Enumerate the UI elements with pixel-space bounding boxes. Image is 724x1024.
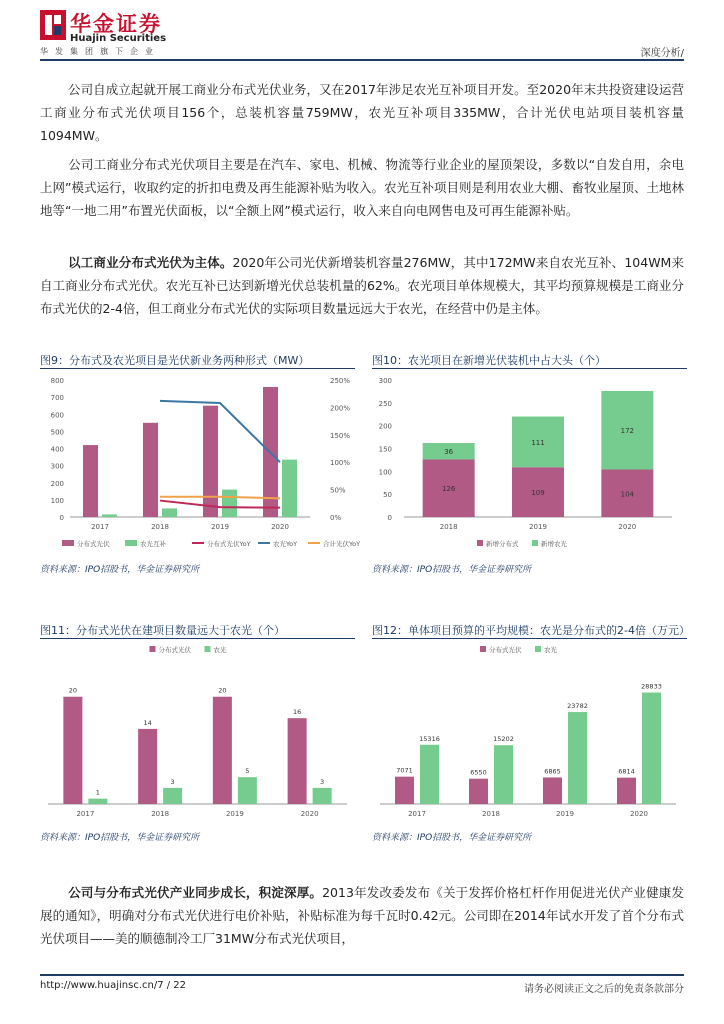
data-label: 5 — [245, 767, 250, 776]
y-tick-label: 600 — [50, 411, 64, 420]
x-tick-label: 2018 — [151, 523, 169, 531]
figure-9-chart — [40, 370, 361, 555]
x-tick-label: 2018 — [439, 523, 458, 531]
data-label: 7071 — [396, 766, 413, 775]
data-label: 126 — [441, 485, 456, 494]
figure-12-source: 资料来源：IPO招股书，华金证券研究所 — [372, 833, 532, 843]
figure-9-source: 资料来源：IPO招股书，华金证券研究所 — [40, 565, 200, 575]
x-tick-label: 2018 — [482, 810, 500, 818]
legend-swatch — [150, 646, 156, 652]
figure-12-chart — [372, 640, 684, 825]
y-tick-label: 200 — [50, 479, 64, 488]
data-label: 36 — [444, 448, 454, 457]
legend-label: 分布式光伏 — [158, 646, 191, 654]
y-tick-label: 100 — [378, 468, 392, 477]
x-tick-label: 2017 — [91, 523, 109, 531]
bar-agri — [88, 799, 107, 804]
huajin-logo-icon — [40, 10, 66, 40]
x-tick-label: 2019 — [529, 523, 547, 531]
bar-agri — [222, 490, 237, 517]
legend-label: 农光 — [544, 646, 557, 654]
data-label: 16 — [292, 708, 302, 717]
figure-10-source: 资料来源：IPO招股书，华金证券研究所 — [372, 565, 532, 575]
x-tick-label: 2020 — [630, 810, 648, 818]
section-label: 深度分析/ — [640, 48, 684, 59]
figure-11-caption: 图11：分布式光伏在建项目数量远大于农光（个） — [40, 622, 355, 639]
figure-11-source: 资料来源：IPO招股书，华金证券研究所 — [40, 833, 200, 843]
paragraph-4: 公司与分布式光伏产业同步成长，积淀深厚。2013年发改委发布《关于发挥价格杠杆作用促进光伏产业健康发展的通知》，明确对分布式光伏进行电价补贴，补贴标准为每千瓦时0.42元。公司即在2014年试水开发了首个分布式光伏项目——美的顺德制冷工厂31MW分布式光伏项目， — [40, 885, 684, 946]
data-label: 6865 — [544, 767, 561, 776]
y2-tick-label: 0% — [330, 514, 342, 522]
data-label: 3 — [170, 777, 175, 786]
legend-swatch — [477, 540, 483, 546]
bar-agri — [162, 508, 177, 517]
legend-label: 分布式光伏 — [489, 646, 522, 654]
legend-swatch — [532, 540, 538, 546]
bar-agri — [102, 514, 117, 517]
legend-swatch — [480, 646, 486, 652]
x-tick-label: 2019 — [225, 810, 244, 818]
bar-distributed — [83, 445, 98, 517]
figure-12-caption: 图12：单体项目预算的平均规模：农光是分布式的2-4倍（万元） — [372, 624, 690, 637]
x-tick-label: 2019 — [556, 810, 574, 818]
y2-tick-label: 150% — [330, 431, 351, 440]
bar-distributed — [203, 406, 218, 517]
y-tick-label: 50 — [383, 491, 392, 500]
figure-9-caption: 图9：分布式及农光项目是光伏新业务两种形式（MW） — [40, 352, 355, 369]
brand-subtitle: 华发集团旗下企业 — [40, 47, 160, 56]
x-tick-label: 2020 — [618, 523, 637, 531]
data-label: 23782 — [567, 702, 588, 711]
data-label: 104 — [620, 490, 635, 499]
bar-agri — [313, 788, 332, 804]
y-tick-label: 300 — [378, 377, 392, 385]
bar-agri — [642, 693, 661, 804]
bar-distributed — [617, 778, 636, 804]
data-label: 28833 — [641, 682, 662, 691]
footer-disclaimer: 请务必阅读正文之后的免责条款部分 — [524, 984, 684, 995]
legend-swatch — [535, 646, 541, 652]
bar-agri — [282, 460, 297, 517]
bar-distributed — [543, 777, 562, 804]
brand-name-cn: 华金证券 — [70, 12, 162, 36]
x-tick-label: 2020 — [271, 523, 289, 531]
data-label: 20 — [68, 686, 78, 695]
paragraph-3: 以工商业分布式光伏为主体。2020年公司光伏新增装机容量276MW，其中172MW来自农光互补、104WM来自工商业分布式光伏。农光互补已达到新增光伏总装机量的62%。农光项目单体规模大，其平均预算规模是工商业分布式光伏的2-4倍，但工商业分布式光伏的实际项目数量远远大于农光，在经营中仍是主体。 — [40, 255, 684, 316]
header-divider — [40, 59, 684, 61]
data-label: 20 — [218, 686, 227, 695]
data-label: 15316 — [419, 734, 440, 743]
legend-label: 分布式光伏YoY — [207, 540, 251, 548]
bar-agri — [163, 788, 182, 804]
bar-agri — [420, 745, 439, 804]
y-tick-label: 300 — [50, 462, 64, 471]
bar-distributed — [63, 697, 82, 804]
data-label: 172 — [620, 427, 635, 436]
legend-label: 分布式光伏 — [77, 540, 110, 548]
paragraph-1: 公司自成立起就开展工商业分布式光伏业务，又在2017年涉足农光互补项目开发。至2020年末共投资建设运营工商业分布式光伏项目156个，总装机容量759MW，农光互补项目335MW，合计光伏电站项目装机容量1094MW。 — [40, 82, 684, 143]
y2-tick-label: 250% — [330, 377, 351, 385]
y-tick-label: 100 — [50, 496, 64, 505]
legend-swatch — [205, 646, 211, 652]
y-tick-label: 200 — [378, 422, 392, 431]
figure-10-chart — [372, 370, 684, 555]
data-label: 15202 — [493, 735, 514, 744]
data-label: 6550 — [470, 768, 487, 777]
footer-divider — [40, 974, 684, 976]
figure-10-caption: 图10：农光项目在新增光伏装机中占大头（个） — [372, 352, 687, 369]
bar-distributed — [469, 779, 488, 804]
data-label: 6814 — [618, 767, 635, 776]
y-tick-label: 500 — [50, 428, 64, 437]
data-label: 109 — [531, 489, 545, 498]
brand-name-en: Huajin Securities — [70, 33, 167, 44]
data-label: 1 — [95, 788, 100, 797]
x-tick-label: 2017 — [76, 810, 95, 818]
y2-tick-label: 50% — [330, 486, 346, 495]
yoy-line — [160, 401, 280, 462]
y-tick-label: 150 — [378, 445, 392, 454]
legend-label: 新增农光 — [541, 540, 567, 548]
footer-url-page[interactable]: http://www.huajinsc.cn/7 / 22 — [40, 980, 187, 991]
bar-distributed — [288, 718, 307, 804]
bar-agri — [494, 745, 513, 804]
x-tick-label: 2017 — [408, 810, 426, 818]
y-tick-label: 700 — [50, 394, 64, 403]
legend-label: 农光互补 — [140, 540, 166, 548]
bar-agri — [568, 712, 587, 804]
legend-swatch — [125, 540, 137, 546]
y-tick-label: 0 — [59, 514, 64, 522]
bar-distributed — [143, 423, 158, 517]
x-tick-label: 2018 — [151, 810, 170, 818]
data-label: 111 — [531, 438, 545, 447]
y2-tick-label: 100% — [330, 459, 351, 468]
data-label: 3 — [320, 777, 325, 786]
y-tick-label: 800 — [50, 377, 64, 385]
legend-swatch — [62, 540, 74, 546]
y2-tick-label: 200% — [330, 404, 351, 413]
x-tick-label: 2020 — [300, 810, 319, 818]
bar-agri — [238, 777, 257, 804]
y-tick-label: 400 — [50, 445, 64, 454]
bar-distributed — [138, 729, 157, 804]
bar-distributed — [395, 777, 414, 804]
bar-distributed — [213, 697, 232, 804]
y-tick-label: 0 — [387, 514, 392, 522]
y-tick-label: 250 — [378, 399, 392, 408]
legend-label: 合计光伏YoY — [323, 540, 361, 548]
data-label: 14 — [143, 718, 152, 727]
legend-label: 农光 — [213, 646, 227, 654]
figure-11-chart — [40, 640, 355, 825]
legend-label: 农光YoY — [273, 540, 298, 548]
paragraph-2: 公司工商业分布式光伏项目主要是在汽车、家电、机械、物流等行业企业的屋顶架设，多数以“自发自用，余电上网”模式运行，收取约定的折扣电费及再生能源补贴为收入。农光互补项目则是利用农业大棚、畜牧业屋顶、土地林地等“一地二用”布置光伏面板，以“全额上网”模式运行，收入来自向电网售电及可再生能源补贴。 — [40, 157, 684, 218]
x-tick-label: 2019 — [211, 523, 229, 531]
yoy-line — [160, 501, 280, 508]
legend-label: 新增分布式 — [486, 540, 519, 548]
yoy-line — [160, 497, 280, 499]
